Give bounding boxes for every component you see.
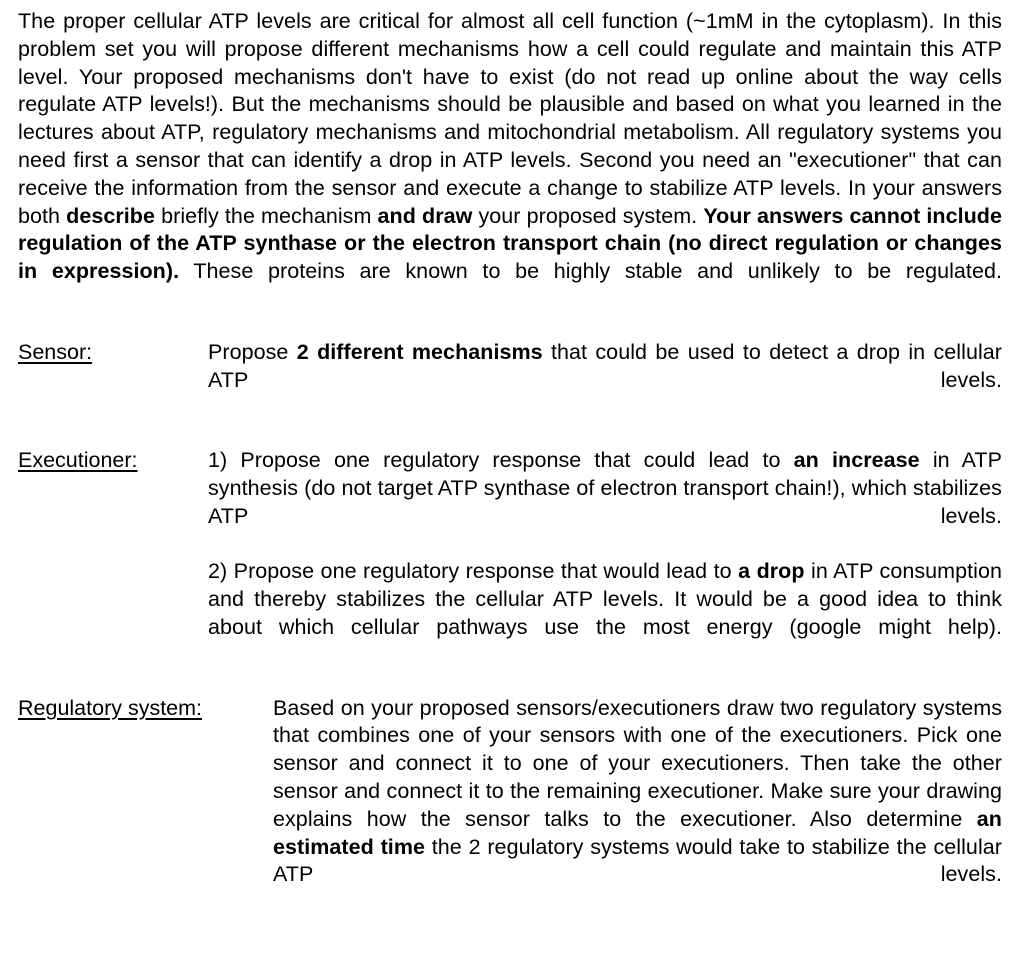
body-text: 1) Propose one regulatory response that could lead to (208, 448, 794, 473)
section-paragraph (208, 447, 1002, 558)
document-section (18, 447, 1002, 669)
emphasis-text: a drop (738, 559, 805, 584)
emphasis-text: and draw (377, 203, 473, 228)
body-text: 2) Propose one regulatory response that would lead to (208, 559, 739, 584)
body-text: briefly the mechanism (155, 203, 378, 228)
section-body (208, 447, 1002, 669)
intro-paragraph (18, 4, 1002, 314)
document-section (18, 339, 1002, 422)
body-text: The proper cellular ATP levels are critical for almost all cell function (~1mM in the cytoplasm). In this problem set you will propose different mechanisms how a cell could regulate and maintain this ATP level. Your proposed mechanisms don't have to exist (do not read up online about the way cells regulate ATP levels!). But the mechanisms should be plausible and based on what you learned in the lectures about ATP, regulatory mechanisms and mitochondrial metabolism. All regulatory systems you need first a sensor that can identify a drop in ATP levels. Second you need an "executioner" that can receive the information from the sensor and execute a change to stabilize ATP levels. In your answers both (18, 9, 1002, 228)
section-body (208, 339, 1002, 422)
emphasis-text: describe (66, 203, 155, 228)
section-paragraph (208, 558, 1002, 669)
emphasis-text: 2 different mechanisms (296, 339, 543, 364)
section-body (273, 695, 1002, 917)
emphasis-text: an increase (793, 448, 920, 473)
body-text: in ATP synthesis (do not target ATP synthase of electron transport chain!), which stabilizes ATP levels. (208, 448, 1003, 528)
section-label: Regulatory system: (18, 695, 203, 720)
body-text: Propose (208, 339, 297, 364)
body-text: in ATP consumption and thereby stabilizes the cellular ATP levels. It would be a good idea to think about which cellular pathways use the most energy (google might help). (208, 559, 1002, 639)
body-text: These proteins are known to be highly stable and unlikely to be regulated. (179, 259, 1002, 284)
section-paragraph (273, 695, 1002, 917)
body-text: your proposed system. (472, 203, 704, 228)
section-paragraph (208, 339, 1002, 422)
sections-container (18, 339, 1002, 917)
body-text: that could be used to detect a drop in cellular ATP levels. (208, 339, 1003, 392)
body-text: Based on your proposed sensors/executioners draw two regulatory systems that combines one of your sensors with one of the executioners. Pick one sensor and connect it to one of your executioners. Then take the other sensor and connect it to the remaining executioner. Make sure your drawing explains how the sensor talks to the executioner. Also determine (273, 695, 1002, 831)
section-label: Executioner: (18, 448, 138, 473)
section-label: Sensor: (18, 339, 93, 364)
body-text: the 2 regulatory systems would take to stabilize the cellular ATP levels. (273, 834, 1002, 887)
emphasis-text: an estimated time (273, 806, 1002, 859)
emphasis-text: Your answers cannot include regulation of the ATP synthase or the electron transport chain (no direct regulation or changes in expression). (18, 203, 1002, 284)
document-section (18, 695, 1002, 917)
